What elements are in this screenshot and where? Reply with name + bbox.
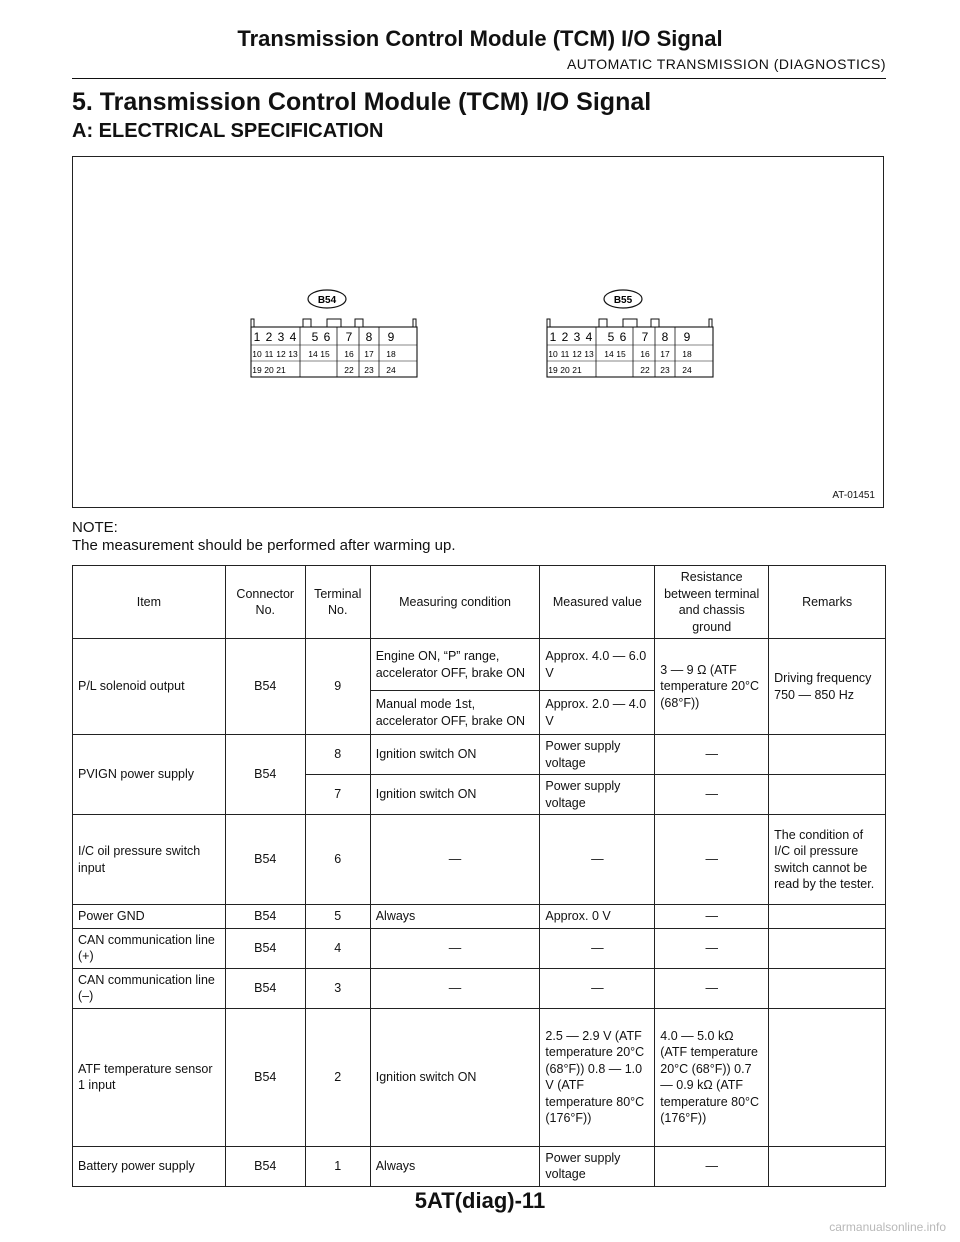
cell-value: —: [540, 968, 655, 1008]
cell-remarks: Driving frequency 750 — 850 Hz: [769, 639, 886, 735]
table-row: [73, 735, 886, 775]
pin-number: 19: [252, 365, 262, 375]
header-connector: Connector No.: [225, 566, 305, 639]
pin-number: 13: [584, 349, 594, 359]
pin-number: 21: [572, 365, 582, 375]
cell-value: —: [540, 928, 655, 968]
cell-condition: —: [370, 928, 540, 968]
cell-value: Power supply voltage: [540, 1146, 655, 1186]
pin-number: 4: [289, 330, 297, 344]
pin-number: 9: [387, 330, 395, 344]
cell-value: Approx. 4.0 — 6.0 V: [540, 639, 655, 691]
page-number: 5AT(diag)-11: [414, 1188, 546, 1213]
section-title: 5. Transmission Control Module (TCM) I/O Signal: [72, 88, 652, 116]
table-row: [73, 639, 886, 691]
cell-resistance: 4.0 — 5.0 kΩ (ATF temperature 20°C (68°F)) 0.7 — 0.9 kΩ (ATF temperature 80°C (176°F)): [655, 1008, 769, 1146]
table-header-row: [73, 566, 886, 639]
cell-value: Power supply voltage: [540, 775, 655, 815]
cell-connector: B54: [225, 735, 305, 815]
pin-number: 22: [640, 365, 650, 375]
pin-number: 24: [682, 365, 692, 375]
cell-item: CAN communication line (–): [73, 968, 226, 1008]
page-header-subtitle: AUTOMATIC TRANSMISSION (DIAGNOSTICS): [566, 56, 886, 72]
electrical-spec-table: [72, 565, 886, 1187]
cell-remarks: [769, 1146, 886, 1186]
connector-tab: [303, 319, 311, 327]
cell-resistance: —: [655, 775, 769, 815]
pin-number: 2: [561, 330, 569, 344]
cell-terminal: 9: [305, 639, 370, 735]
section-subtitle: A: ELECTRICAL SPECIFICATION: [72, 120, 384, 142]
cell-value: Power supply voltage: [540, 735, 655, 775]
header-condition: Measuring condition: [370, 566, 540, 639]
cell-item: Power GND: [73, 905, 226, 929]
header-divider: [72, 78, 886, 79]
page-header-title: Transmission Control Module (TCM) I/O Signal: [237, 26, 723, 51]
connector-tab: [599, 319, 607, 327]
cell-terminal: 2: [305, 1008, 370, 1146]
connector-tab: [355, 319, 363, 327]
cell-remarks: [769, 775, 886, 815]
cell-connector: B54: [225, 968, 305, 1008]
cell-value: 2.5 — 2.9 V (ATF temperature 20°C (68°F)) 0.8 — 1.0 V (ATF temperature 80°C (176°F)): [540, 1008, 655, 1146]
cell-condition: Engine ON, “P” range, accelerator OFF, brake ON: [370, 639, 540, 691]
cell-terminal: 4: [305, 928, 370, 968]
pin-number: 18: [682, 349, 692, 359]
pin-number: 9: [683, 330, 691, 344]
pin-number: 13: [288, 349, 298, 359]
cell-item: Battery power supply: [73, 1146, 226, 1186]
pin-number: 17: [364, 349, 374, 359]
cell-item: P/L solenoid output: [73, 639, 226, 735]
cell-resistance: —: [655, 1146, 769, 1186]
figure-id: AT-01451: [832, 490, 875, 501]
cell-condition: —: [370, 968, 540, 1008]
table-row: [73, 815, 886, 905]
cell-condition: Ignition switch ON: [370, 775, 540, 815]
cell-connector: B54: [225, 928, 305, 968]
table-row: [73, 905, 886, 929]
connector-tab: [413, 319, 416, 327]
table-row: [73, 928, 886, 968]
pin-number: 7: [345, 330, 353, 344]
pin-number: 23: [660, 365, 670, 375]
connector-tab: [623, 319, 637, 327]
pin-number: 24: [386, 365, 396, 375]
cell-terminal: 1: [305, 1146, 370, 1186]
cell-terminal: 3: [305, 968, 370, 1008]
pin-number: 5: [607, 330, 615, 344]
pin-number: 2: [265, 330, 273, 344]
header-remarks: Remarks: [769, 566, 886, 639]
connector-label: B54: [317, 295, 337, 306]
cell-condition: —: [370, 815, 540, 905]
cell-condition: Ignition switch ON: [370, 1008, 540, 1146]
pin-number: 23: [364, 365, 374, 375]
header-item: Item: [73, 566, 226, 639]
pin-number: 5: [311, 330, 319, 344]
pin-number: 15: [320, 349, 330, 359]
cell-remarks: [769, 928, 886, 968]
table-row: [73, 968, 886, 1008]
pin-number: 18: [386, 349, 396, 359]
connector-tab: [327, 319, 341, 327]
pin-number: 16: [344, 349, 354, 359]
cell-value: Approx. 0 V: [540, 905, 655, 929]
cell-item: I/C oil pressure switch input: [73, 815, 226, 905]
connector-tab: [547, 319, 550, 327]
cell-condition: Always: [370, 1146, 540, 1186]
cell-connector: B54: [225, 639, 305, 735]
note-text: The measurement should be performed after warming up.: [72, 537, 456, 554]
pin-number: 3: [573, 330, 581, 344]
pin-number: 11: [264, 349, 274, 359]
pin-number: 15: [616, 349, 626, 359]
cell-resistance: 3 — 9 Ω (ATF temperature 20°C (68°F)): [655, 639, 769, 735]
cell-item: PVIGN power supply: [73, 735, 226, 815]
cell-connector: B54: [225, 1146, 305, 1186]
header-resistance: Resistance between terminal and chassis ground: [655, 566, 769, 639]
pin-number: 1: [253, 330, 261, 344]
cell-terminal: 8: [305, 735, 370, 775]
pin-number: 12: [572, 349, 582, 359]
cell-connector: B54: [225, 905, 305, 929]
cell-terminal: 6: [305, 815, 370, 905]
connector-diagram: [73, 157, 885, 509]
cell-remarks: [769, 968, 886, 1008]
cell-condition: Always: [370, 905, 540, 929]
pin-number: 1: [549, 330, 557, 344]
note-label: NOTE:: [72, 519, 118, 536]
connector-tab: [709, 319, 712, 327]
pin-number: 14: [604, 349, 614, 359]
cell-remarks: [769, 735, 886, 775]
cell-resistance: —: [655, 928, 769, 968]
pin-number: 6: [323, 330, 331, 344]
connector-label: B55: [613, 295, 633, 306]
pin-number: 6: [619, 330, 627, 344]
pin-number: 20: [560, 365, 570, 375]
pin-number: 21: [276, 365, 286, 375]
cell-remarks: [769, 905, 886, 929]
pin-number: 14: [308, 349, 318, 359]
cell-value: Approx. 2.0 — 4.0 V: [540, 691, 655, 735]
pin-number: 8: [365, 330, 373, 344]
cell-resistance: —: [655, 905, 769, 929]
pin-number: 11: [560, 349, 570, 359]
pin-number: 19: [548, 365, 558, 375]
cell-terminal: 5: [305, 905, 370, 929]
cell-item: CAN communication line (+): [73, 928, 226, 968]
cell-terminal: 7: [305, 775, 370, 815]
cell-connector: B54: [225, 815, 305, 905]
cell-condition: Ignition switch ON: [370, 735, 540, 775]
header-value: Measured value: [540, 566, 655, 639]
cell-remarks: The condition of I/C oil pressure switch cannot be read by the tester.: [769, 815, 886, 905]
cell-resistance: —: [655, 735, 769, 775]
cell-resistance: —: [655, 968, 769, 1008]
cell-connector: B54: [225, 1008, 305, 1146]
pin-number: 4: [585, 330, 593, 344]
pin-number: 22: [344, 365, 354, 375]
pin-number: 8: [661, 330, 669, 344]
connector-tab: [651, 319, 659, 327]
pin-number: 3: [277, 330, 285, 344]
pin-number: 10: [548, 349, 558, 359]
connector-figure: [72, 156, 884, 508]
cell-resistance: —: [655, 815, 769, 905]
cell-condition: Manual mode 1st, accelerator OFF, brake ON: [370, 691, 540, 735]
cell-remarks: [769, 1008, 886, 1146]
table-row: [73, 1146, 886, 1186]
watermark: carmanualsonline.info: [829, 1220, 946, 1234]
cell-item: ATF temperature sensor 1 input: [73, 1008, 226, 1146]
pin-number: 12: [276, 349, 286, 359]
pin-number: 20: [264, 365, 274, 375]
pin-number: 10: [252, 349, 262, 359]
pin-number: 17: [660, 349, 670, 359]
cell-value: —: [540, 815, 655, 905]
pin-number: 16: [640, 349, 650, 359]
pin-number: 7: [641, 330, 649, 344]
table-row: [73, 1008, 886, 1146]
connector-tab: [251, 319, 254, 327]
header-terminal: Terminal No.: [305, 566, 370, 639]
